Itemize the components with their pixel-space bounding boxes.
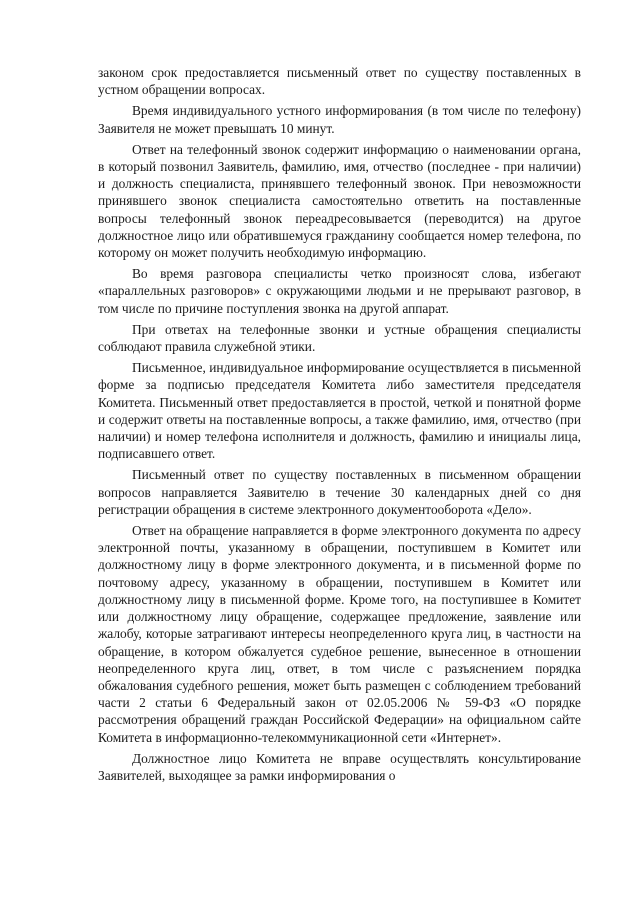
paragraph-conversation-rules: Во время разговора специалисты четко произносят слова, избегают «параллельных разговоров» с окружающими людьми и не прерывают разговор, в том числе по причине поступления звонка на другой аппарат. xyxy=(98,266,581,316)
paragraph-written-answer-deadline: Письменный ответ по существу поставленных в письменном обращении вопросов направляется Заявителю в течение 30 календарных дней со дня регистрации обращения в системе электронного документооборота «Дело». xyxy=(98,467,581,517)
paragraph-continuation: законом срок предоставляется письменный ответ по существу поставленных в устном обращении вопросах. xyxy=(98,65,581,98)
paragraph-consulting-limits: Должностное лицо Комитета не вправе осуществлять консультирование Заявителей, выходящее за рамки информирования о xyxy=(98,750,581,783)
document-body xyxy=(98,64,581,784)
paragraph-ethics: При ответах на телефонные звонки и устные обращения специалисты соблюдают правила служебной этики. xyxy=(98,321,581,355)
paragraph-phone-answer: Ответ на телефонный звонок содержит информацию о наименовании органа, в который позвонил Заявитель, фамилию, имя, отчество (последнее - при наличии) и должность специалиста, принявшего телефонный звонок. При невозможности принявшего звонок специалиста самостоятельно ответить на поставленные вопросы телефонный звонок переадресовывается (переводится) на другое должностное лицо или обратившемуся гражданину сообщается номер телефона, по которому он может получить необходимую информацию. xyxy=(98,141,581,261)
paragraph-written-informing: Письменное, индивидуальное информирование осуществляется в письменной форме за подписью председателя Комитета либо заместителя председателя Комитета. Письменный ответ предоставляется в простой, четкой и понятной форме и содержит ответы на поставленные вопросы, а также фамилию, имя, отчество (при наличии) и номер телефона исполнителя и должность, фамилию и инициалы лица, подписавшего ответ. xyxy=(98,360,581,462)
paragraph-answer-delivery: Ответ на обращение направляется в форме электронного документа по адресу электронной почты, указанному в обращении, поступившем в Комитет или должностному лицу в форме электронного документа, и в письменной форме по почтовому адресу, указанному в обращении, поступившем в Комитет или должностному лицу в письменной форме. Кроме того, на поступившее в Комитет или должностному лицу обращение, содержащее предложение, заявление или жалобу, которые затрагивают интересы неопределенного круга лиц, в частности на обращение, в котором обжалуется судебное решение, вынесенное в отношении неопределенного круга лиц, ответ, в том числе с разъяснением порядка обжалования судебного решения, может быть размещен с соблюдением требований части 2 статьи 6 Федеральный закон от 02.05.2006 № 59-ФЗ «О порядке рассмотрения обращений граждан Российской Федерации» на официальном сайте Комитета в информационно-телекоммуникационной сети «Интернет». xyxy=(98,523,581,745)
paragraph-oral-informing-time: Время индивидуального устного информирования (в том числе по телефону) Заявителя не может превышать 10 минут. xyxy=(98,103,581,136)
